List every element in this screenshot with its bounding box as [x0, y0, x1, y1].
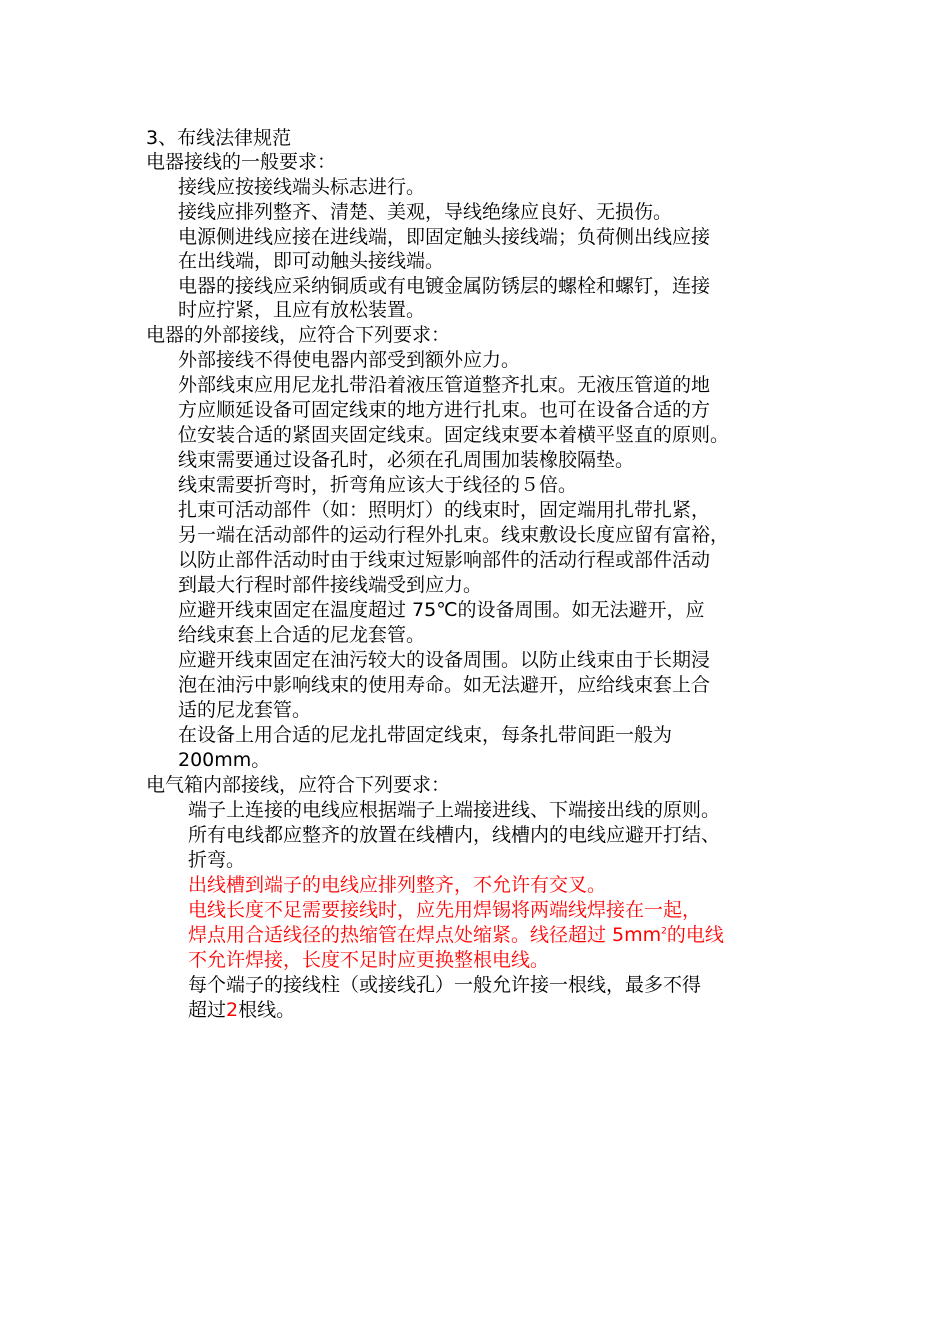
group-heading-external: 电器的外部接线，应符合下列要求：	[146, 324, 451, 346]
paragraph-line: 适的尼龙套管。	[178, 699, 312, 721]
section-title: 3、布线法律规范	[146, 127, 292, 149]
highlighted-text: 焊点用合适线径的热缩管在焊点处缩紧。线径超过 5mm	[188, 924, 662, 946]
paragraph-line: 折弯。	[188, 849, 246, 871]
highlighted-line: 不允许焊接，长度不足时应更换整根电线。	[188, 949, 550, 971]
paragraph-line: 接线应按接线端头标志进行。	[178, 176, 426, 198]
paragraph-line: 给线束套上合适的尼龙套管。	[178, 624, 426, 646]
paragraph-line: 在出线端，即可动触头接线端。	[178, 250, 445, 272]
paragraph-line: 线束需要折弯时，折弯角应该大于线径的５倍。	[178, 474, 578, 496]
paragraph-line: 应避开线束固定在油污较大的设备周围。以防止线束由于长期浸	[178, 649, 711, 671]
paragraph-line: 所有电线都应整齐的放置在线槽内，线槽内的电线应避开打结、	[188, 824, 721, 846]
paragraph-line: 电源侧进线应接在进线端，即固定触头接线端；负荷侧出线应接	[178, 226, 711, 248]
group-heading-general: 电器接线的一般要求：	[146, 151, 337, 173]
line-text: 根线。	[238, 999, 296, 1021]
highlighted-text: 的电线	[666, 924, 724, 946]
paragraph-line: 另一端在活动部件的运动行程外扎束。线束敷设长度应留有富裕，	[178, 524, 730, 546]
paragraph-line: 扎束可活动部件（如：照明灯）的线束时，固定端用扎带扎紧，	[178, 499, 711, 521]
highlighted-number: 2	[226, 999, 239, 1021]
highlighted-line: 出线槽到端子的电线应排列整齐，不允许有交叉。	[188, 874, 607, 896]
line-text: 超过	[188, 999, 227, 1021]
highlighted-line	[188, 923, 724, 947]
paragraph-line: 接线应排列整齐、清楚、美观，导线绝缘应良好、无损伤。	[178, 201, 673, 223]
paragraph-line: 以防止部件活动时由于线束过短影响部件的活动行程或部件活动	[178, 549, 711, 571]
highlighted-line: 电线长度不足需要接线时，应先用焊锡将两端线焊接在一起，	[188, 899, 702, 921]
paragraph-line: 端子上连接的电线应根据端子上端接进线、下端接出线的原则。	[188, 799, 721, 821]
paragraph-line: 线束需要通过设备孔时，必须在孔周围加装橡胶隔垫。	[178, 449, 635, 471]
paragraph-line: 每个端子的接线柱（或接线孔）一般允许接一根线，最多不得	[188, 974, 702, 996]
paragraph-line: 外部线束应用尼龙扎带沿着液压管道整齐扎束。无液压管道的地	[178, 374, 711, 396]
paragraph-line: 到最大行程时部件接线端受到应力。	[178, 574, 483, 596]
paragraph-line: 泡在油污中影响线束的使用寿命。如无法避开，应给线束套上合	[178, 674, 711, 696]
group-heading-cabinet: 电气箱内部接线，应符合下列要求：	[146, 774, 451, 796]
paragraph-line: 200mm。	[178, 749, 271, 771]
paragraph-line: 电器的接线应采纳铜质或有电镀金属防锈层的螺栓和螺钉，连接	[178, 275, 711, 297]
paragraph-line: 在设备上用合适的尼龙扎带固定线束，每条扎带间距一般为	[178, 724, 673, 746]
paragraph-line: 外部接线不得使电器内部受到额外应力。	[178, 349, 521, 371]
paragraph-line: 位安装合适的紧固夹固定线束。固定线束要本着横平竖直的原则。	[178, 424, 730, 446]
paragraph-line: 方应顺延设备可固定线束的地方进行扎束。也可在设备合适的方	[178, 399, 711, 421]
superscript-2: 2	[661, 926, 667, 937]
paragraph-line: 应避开线束固定在温度超过 75℃的设备周围。如无法避开，应	[178, 599, 705, 621]
paragraph-line	[188, 998, 295, 1022]
paragraph-line: 时应拧紧，且应有放松装置。	[178, 299, 426, 321]
